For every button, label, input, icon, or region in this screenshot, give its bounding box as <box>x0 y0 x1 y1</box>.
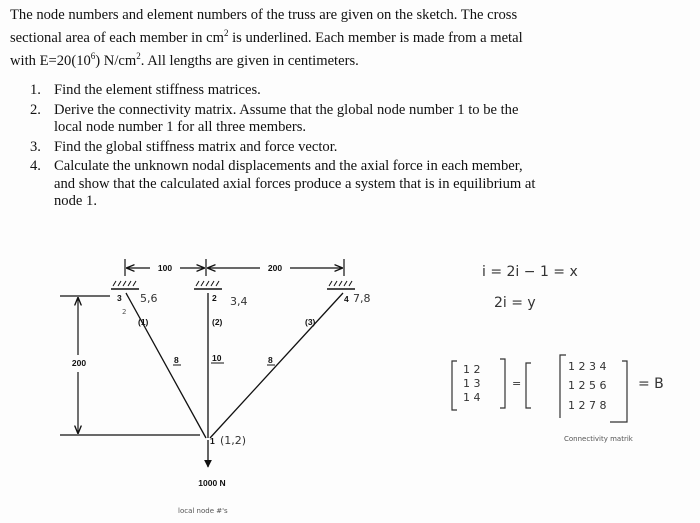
task-item-2: 2. Derive the connectivity matrix. Assume that the global node number 1 to be the local node number 1 for all three members. <box>30 101 519 135</box>
dim-200-top-label: 200 <box>267 263 283 273</box>
hand-dof-node-4: 7,8 <box>353 292 371 305</box>
hand-dof-node-2: 3,4 <box>230 295 248 308</box>
area-member-1: 8 <box>174 355 179 365</box>
hand-eq-1: i = 2i − 1 = x <box>482 264 578 280</box>
matrix-1-row-3: 1 4 <box>463 391 481 404</box>
hand-dof-node-1: (1,2) <box>220 434 247 447</box>
intro-line-2: sectional area of each member in $cm^2$ is underlined. Each member is made from a metal <box>10 28 523 46</box>
member-3 <box>210 293 343 438</box>
node-1-label: 1 <box>210 436 215 446</box>
hand-small-2: 2 <box>122 308 127 316</box>
matrix-1-row-2: 1 3 <box>463 377 481 390</box>
element-3-label: (3) <box>305 317 316 327</box>
member-1 <box>126 293 206 438</box>
matrix-2-row-3: 1 2 7 8 <box>568 399 607 412</box>
dim-200-left-label: 200 <box>71 358 87 368</box>
matrix-2-row-2: 1 2 5 6 <box>568 379 607 392</box>
element-2-label: (2) <box>212 317 223 327</box>
connectivity-note: Connectivity matrik <box>564 435 633 443</box>
task-item-4: 4. Calculate the unknown nodal displacements and the axial force in each member, and show that the calculated axial forces produce a system that is in equilibrium at node 1. <box>30 158 536 209</box>
element-1-label: (1) <box>138 317 149 327</box>
intro-line-3: with $E=20(10^6)$ $N/cm^2$. All lengths are given in centimeters. <box>10 50 359 69</box>
support-node-3 <box>111 281 139 289</box>
area-member-2: 10 <box>212 353 222 363</box>
intro-line-1: The node numbers and element numbers of the truss are given on the sketch. The cross <box>10 7 518 23</box>
hand-local-node-note: local node #'s <box>178 507 228 515</box>
matrix-equals: = <box>512 377 522 390</box>
area-member-3: 8 <box>268 355 273 365</box>
matrix-result: = B <box>638 376 664 392</box>
hand-dof-node-3: 5,6 <box>140 292 158 305</box>
load-label: 1000 N <box>198 478 226 488</box>
connectivity-matrix-sketch <box>452 355 664 443</box>
matrix-2-row-1: 1 2 3 4 <box>568 360 607 373</box>
node-2-label: 2 <box>212 293 217 303</box>
support-node-4 <box>327 281 355 289</box>
dim-100-label: 100 <box>157 263 173 273</box>
top-dimension <box>125 259 344 276</box>
hand-eq-2: 2i = y <box>494 295 536 311</box>
node-4-label: 4 <box>344 294 349 304</box>
node-3-label: 3 <box>117 293 122 303</box>
task-item-3: 3. Find the global stiffness matrix and force vector. <box>30 138 338 155</box>
support-node-2 <box>194 281 222 289</box>
task-item-1: 1. Find the element stiffness matrices. <box>30 82 261 98</box>
matrix-1-row-1: 1 2 <box>463 363 481 376</box>
